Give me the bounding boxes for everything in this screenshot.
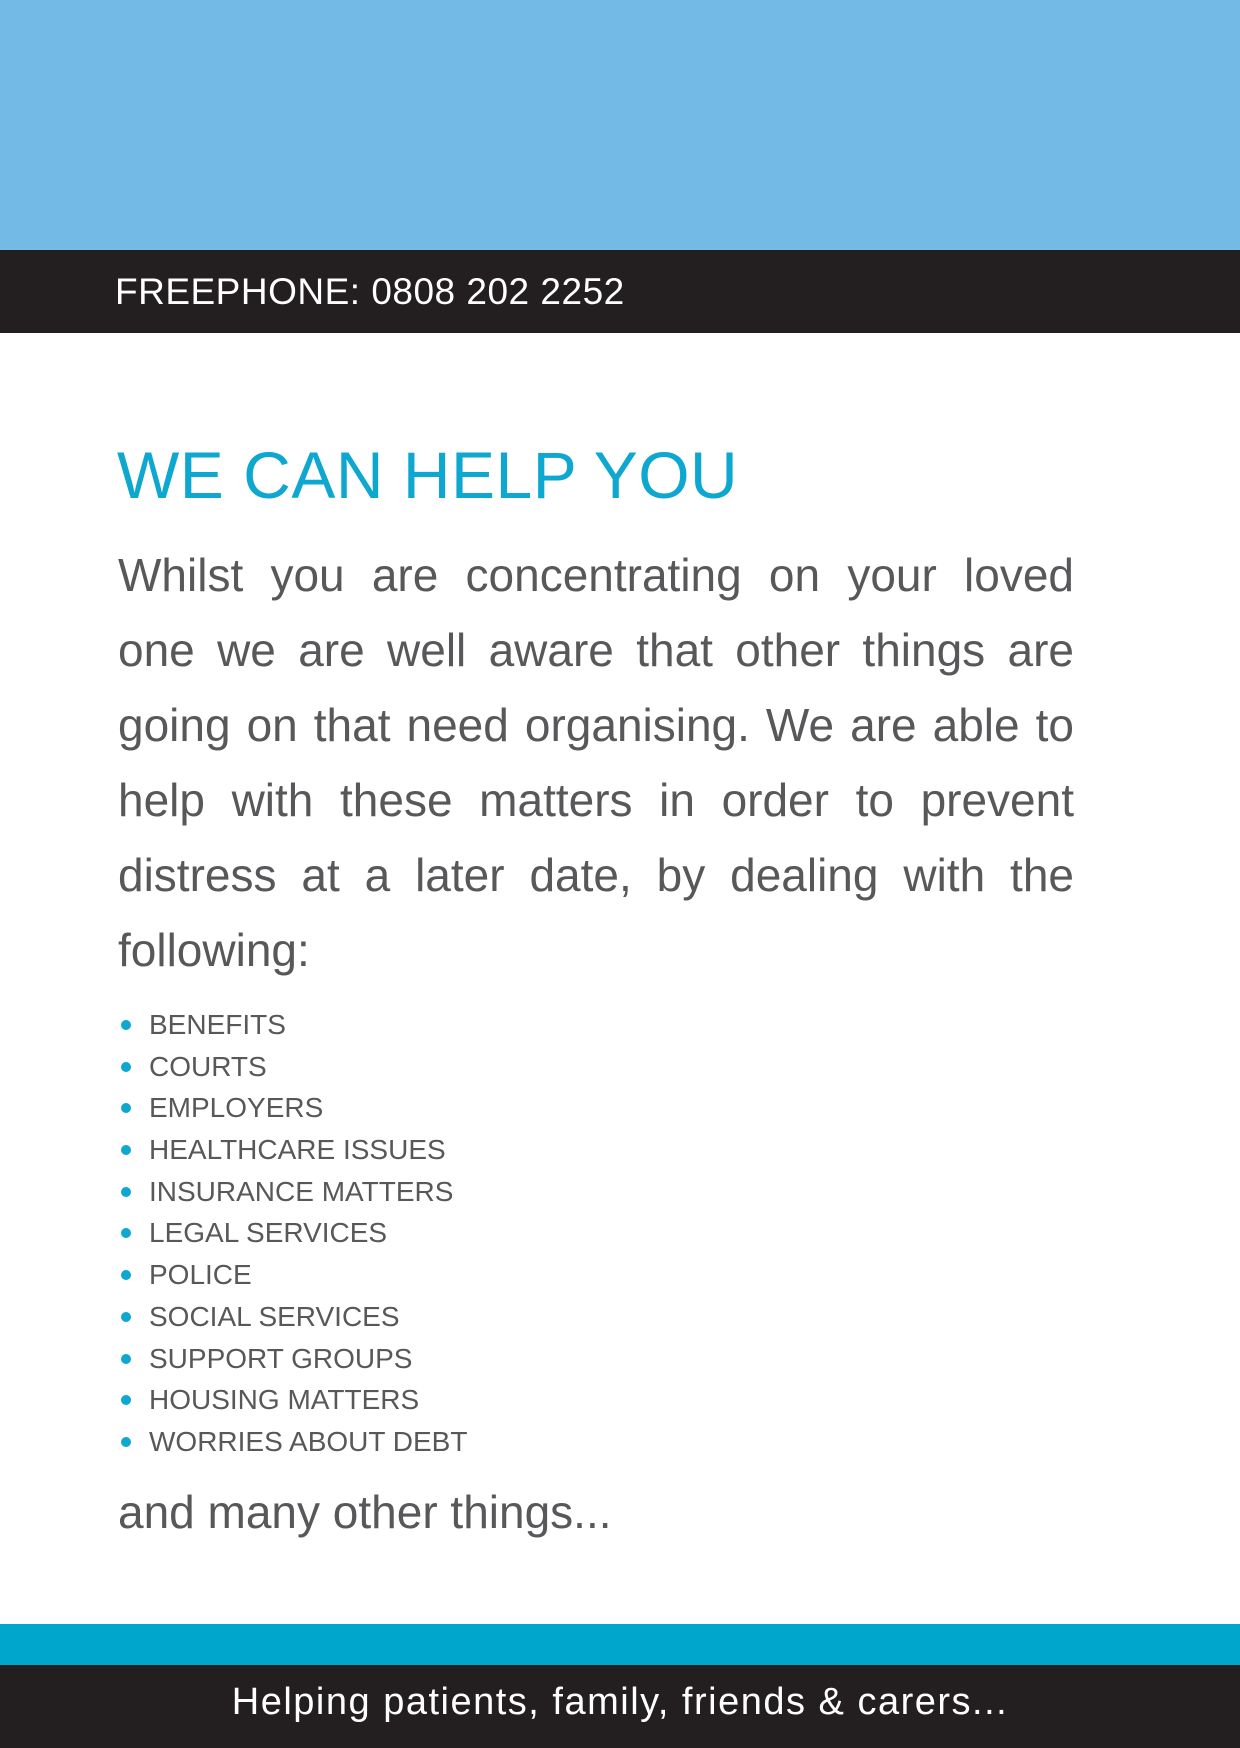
- list-item-label: INSURANCE MATTERS: [149, 1175, 454, 1207]
- intro-paragraph: Whilst you are concentrating on your loved one we are well aware that other things are going on that need organising. We are able to help with these matters in order to prevent distress at a later date, by dealing with the following:: [118, 549, 1074, 976]
- list-item-label: EMPLOYERS: [149, 1092, 324, 1124]
- bullet-icon: [121, 1062, 131, 1072]
- list-item-label: SOCIAL SERVICES: [149, 1300, 400, 1332]
- bullet-icon: [121, 1354, 131, 1364]
- list-item: [118, 1004, 467, 1046]
- bullet-icon: [121, 1270, 131, 1280]
- bullet-icon: [121, 1145, 131, 1155]
- phone-bar: [0, 250, 1240, 333]
- list-item-label: WORRIES ABOUT DEBT: [149, 1425, 468, 1457]
- list-item: [118, 1087, 467, 1129]
- footer-tagline: Helping patients, family, friends & carers...: [231, 1681, 1009, 1723]
- footer-bar: [0, 1665, 1240, 1748]
- accent-strip: [0, 1624, 1240, 1665]
- list-item-label: COURTS: [149, 1050, 267, 1082]
- list-item-label: BENEFITS: [149, 1009, 286, 1040]
- list-item: [118, 1379, 467, 1421]
- bullet-icon: [121, 1020, 131, 1030]
- bullet-icon: [121, 1228, 131, 1238]
- list-item: [118, 1129, 467, 1171]
- list-item-label: SUPPORT GROUPS: [149, 1342, 413, 1374]
- help-topics-list: [118, 1004, 467, 1463]
- freephone-number[interactable]: FREEPHONE: 0808 202 2252: [115, 271, 625, 312]
- list-item: [118, 1046, 467, 1088]
- list-item: [118, 1421, 467, 1463]
- list-item-label: HOUSING MATTERS: [149, 1384, 420, 1416]
- list-item: [118, 1212, 467, 1254]
- page-title: WE CAN HELP YOU: [117, 438, 739, 512]
- list-item-label: POLICE: [149, 1259, 252, 1291]
- list-item: [118, 1296, 467, 1338]
- bullet-icon: [121, 1103, 131, 1113]
- list-item: [118, 1254, 467, 1296]
- top-color-band: [0, 0, 1240, 250]
- list-item: [118, 1171, 467, 1213]
- list-item: [118, 1338, 467, 1380]
- bullet-icon: [121, 1437, 131, 1447]
- bullet-icon: [121, 1187, 131, 1197]
- list-item-label: HEALTHCARE ISSUES: [149, 1134, 446, 1166]
- closing-line: and many other things...: [118, 1486, 612, 1538]
- bullet-icon: [121, 1312, 131, 1322]
- bullet-icon: [121, 1395, 131, 1405]
- list-item-label: LEGAL SERVICES: [149, 1217, 388, 1249]
